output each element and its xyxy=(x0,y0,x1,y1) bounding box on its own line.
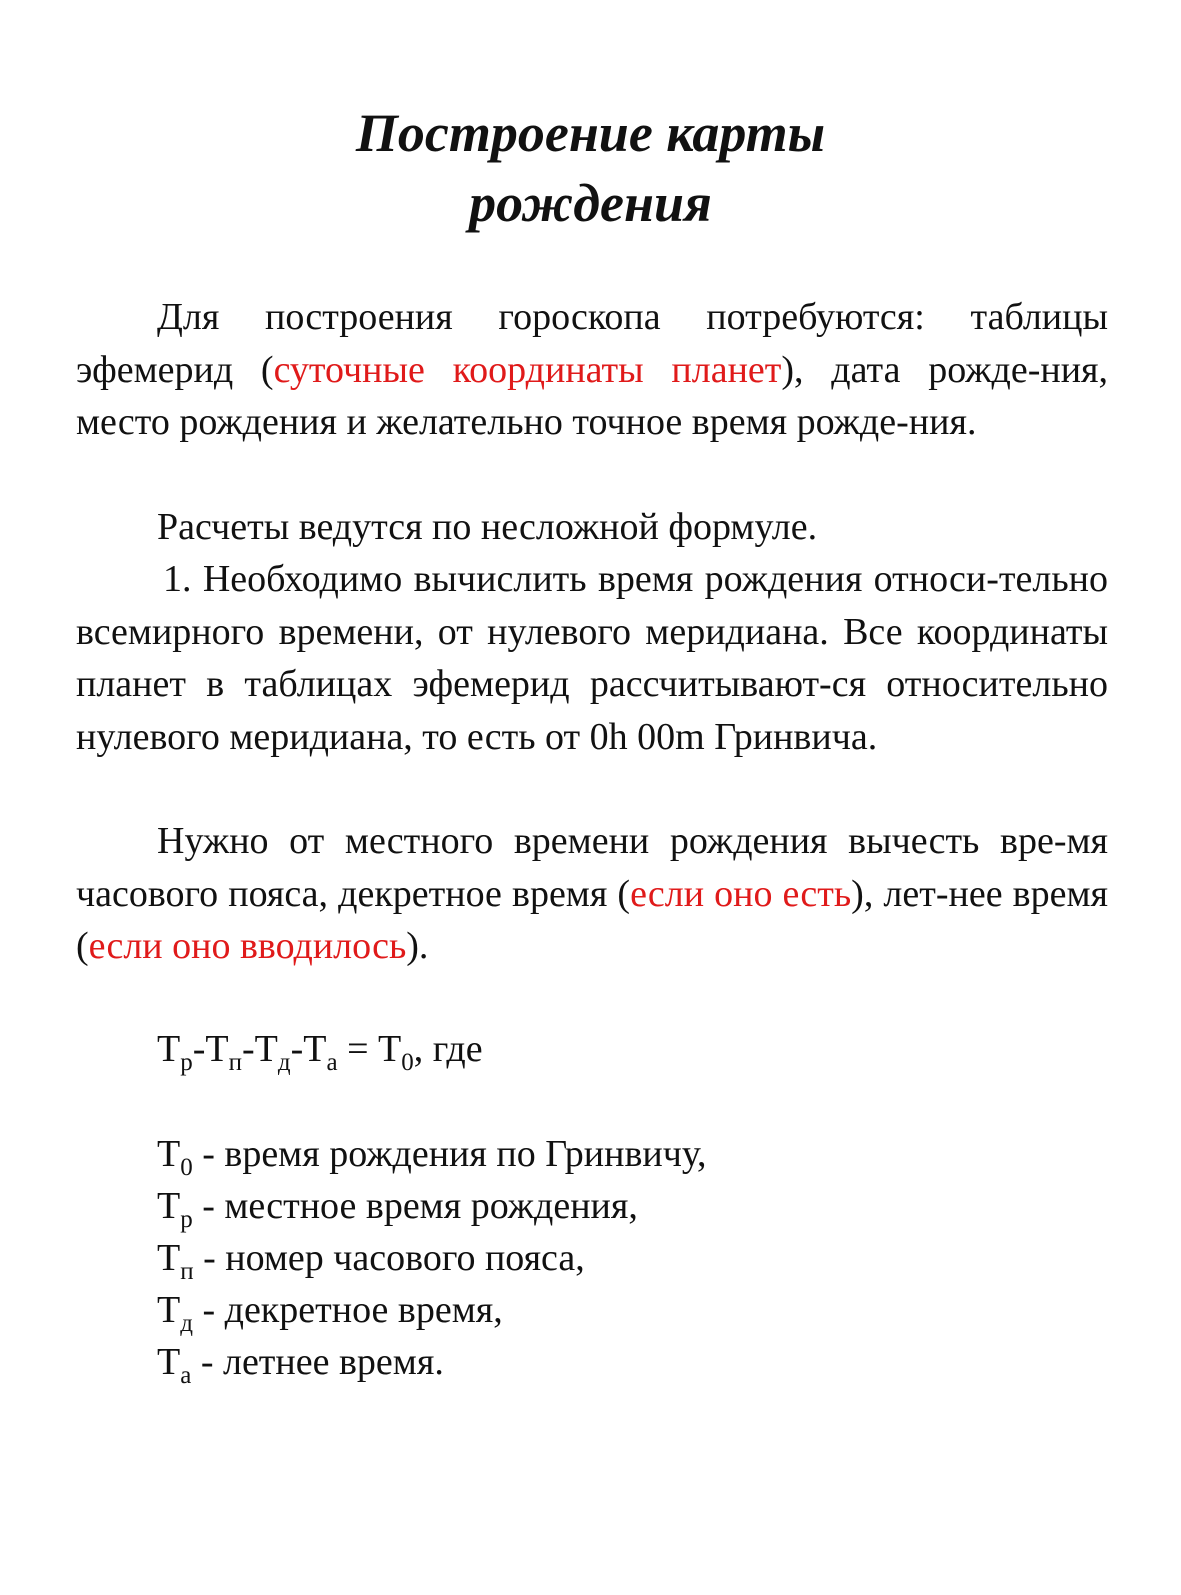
formula-symbol: -Т xyxy=(290,1028,327,1070)
legend-symbol: Т xyxy=(157,1289,181,1331)
legend-subscript: р xyxy=(180,1206,193,1233)
formula-symbol: Т xyxy=(157,1028,181,1070)
legend-description: - время рождения по Гринвичу, xyxy=(192,1133,707,1175)
paragraph-text: Нужно от местного времени рождения вычесть вре-мя часового пояса, декретное время ( xyxy=(76,820,1108,915)
paragraph-text: Для построения гороскопа потребуются: таблицы эфемерид ( xyxy=(76,296,1108,391)
legend-symbol: Т xyxy=(157,1237,181,1279)
legend-subscript: а xyxy=(180,1362,192,1389)
formula-legend xyxy=(157,1128,707,1388)
paragraph-formula-intro: Расчеты ведутся по несложной формуле. xyxy=(157,506,818,548)
legend-description: - местное время рождения, xyxy=(192,1185,638,1227)
legend-symbol: Т xyxy=(157,1341,181,1383)
paragraph-requirements xyxy=(76,291,1108,449)
paragraph-step-1: 1. Необходимо вычислить время рождения относи-тельно всемирного времени, от нулевого меридиана. Все координаты планет в таблицах эфемерид рассчитывают-ся относительно нулевого меридиана, то есть от 0h 00m Гринвича. xyxy=(76,558,1108,758)
page-title-line-1: Построение карты xyxy=(355,103,826,163)
legend-symbol: Т xyxy=(157,1185,181,1227)
legend-item xyxy=(157,1336,707,1388)
formula-subscript: а xyxy=(326,1049,338,1076)
legend-description: - декретное время, xyxy=(192,1289,503,1331)
legend-description: - летнее время. xyxy=(191,1341,444,1383)
paragraph-text: ), лет-нее время ( xyxy=(76,872,1108,967)
formula-text: , где xyxy=(413,1028,483,1070)
highlighted-text: если оно есть xyxy=(630,872,852,915)
legend-description: - номер часового пояса, xyxy=(193,1237,585,1279)
legend-item xyxy=(157,1180,707,1232)
highlighted-text: если оно вводилось xyxy=(88,925,407,967)
formula xyxy=(157,1023,483,1075)
legend-item xyxy=(157,1232,707,1284)
formula-symbol: = Т xyxy=(337,1028,402,1070)
legend-item xyxy=(157,1128,707,1180)
formula-symbol: -Т xyxy=(192,1028,229,1070)
highlighted-text: суточные координаты планет xyxy=(273,348,782,391)
legend-subscript: д xyxy=(180,1310,193,1337)
formula-subscript: д xyxy=(277,1049,291,1076)
legend-item xyxy=(157,1284,707,1336)
formula-subscript: п xyxy=(228,1049,242,1076)
formula-symbol: -Т xyxy=(241,1028,278,1070)
paragraph-text: ), дата рожде-ния, место рождения и желательно точное время рожде-ния. xyxy=(76,348,1109,443)
paragraph-subtract-time xyxy=(76,815,1108,973)
legend-symbol: Т xyxy=(157,1133,181,1175)
formula-subscript: р xyxy=(180,1049,193,1076)
page-title-line-2: рождения xyxy=(469,173,712,233)
formula-subscript: 0 xyxy=(401,1049,414,1076)
paragraph-text: ). xyxy=(406,925,429,967)
legend-subscript: п xyxy=(180,1258,194,1285)
legend-subscript: 0 xyxy=(180,1154,193,1181)
